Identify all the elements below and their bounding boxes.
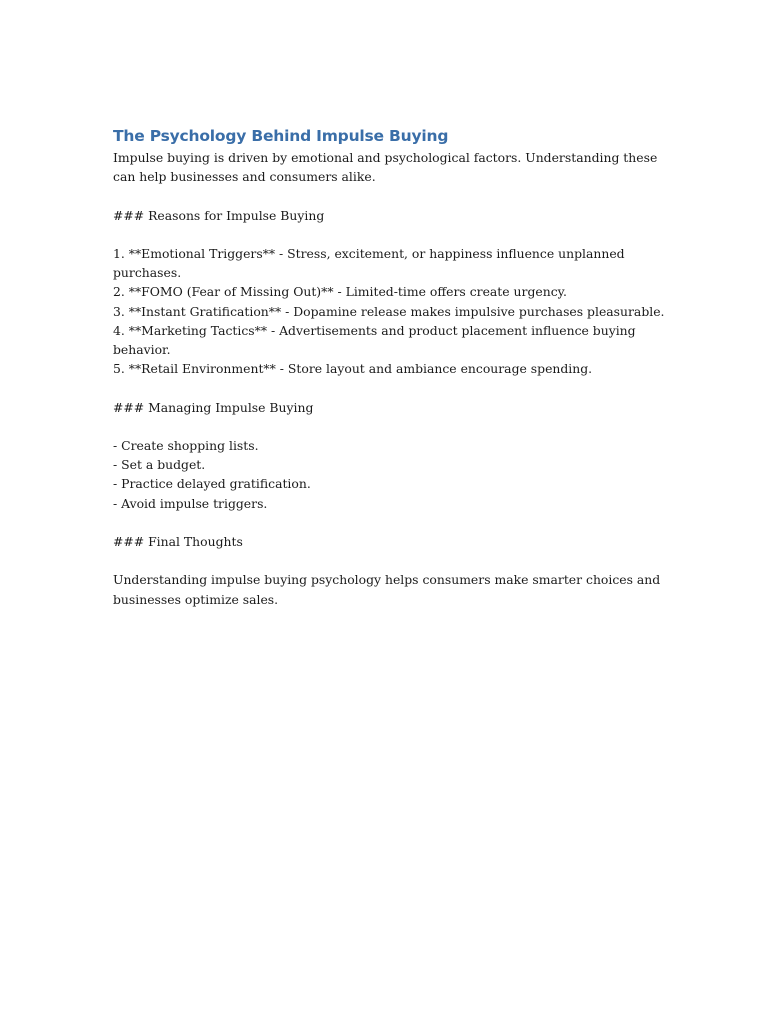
- reason-item: 4. **Marketing Tactics** - Advertisements and product placement influence buying behavior.: [113, 322, 640, 357]
- conclusion-paragraph: Understanding impulse buying psychology helps consumers make smarter choices and businesses optimize sales.: [113, 572, 661, 607]
- intro-paragraph: Impulse buying is driven by emotional and psychological factors. Understanding these can help businesses and consumers alike.: [113, 150, 658, 185]
- document-page: [113, 124, 673, 609]
- document-title: The Psychology Behind Impulse Buying: [113, 127, 449, 145]
- section-heading-managing: ### Managing Impulse Buying: [113, 399, 314, 415]
- section-heading-final: ### Final Thoughts: [113, 533, 243, 549]
- blank-line: [113, 513, 673, 532]
- blank-line: [113, 551, 673, 570]
- reason-item: 2. **FOMO (Fear of Missing Out)** - Limited-time offers create urgency.: [113, 284, 567, 300]
- tip-item: - Set a budget.: [113, 457, 206, 473]
- section-heading-reasons: ### Reasons for Impulse Buying: [113, 207, 325, 223]
- blank-line: [113, 417, 673, 436]
- reason-item: 5. **Retail Environment** - Store layout and ambiance encourage spending.: [113, 361, 593, 377]
- tip-item: - Create shopping lists.: [113, 437, 259, 453]
- blank-line: [113, 378, 673, 397]
- reason-item: 1. **Emotional Triggers** - Stress, excitement, or happiness influence unplanned purchases.: [113, 245, 629, 281]
- blank-line: [113, 186, 673, 205]
- blank-line: [113, 225, 673, 244]
- tip-item: - Practice delayed gratification.: [113, 476, 311, 492]
- tip-item: - Avoid impulse triggers.: [113, 495, 268, 511]
- reason-item: 3. **Instant Gratification** - Dopamine release makes impulsive purchases pleasurable.: [113, 303, 665, 319]
